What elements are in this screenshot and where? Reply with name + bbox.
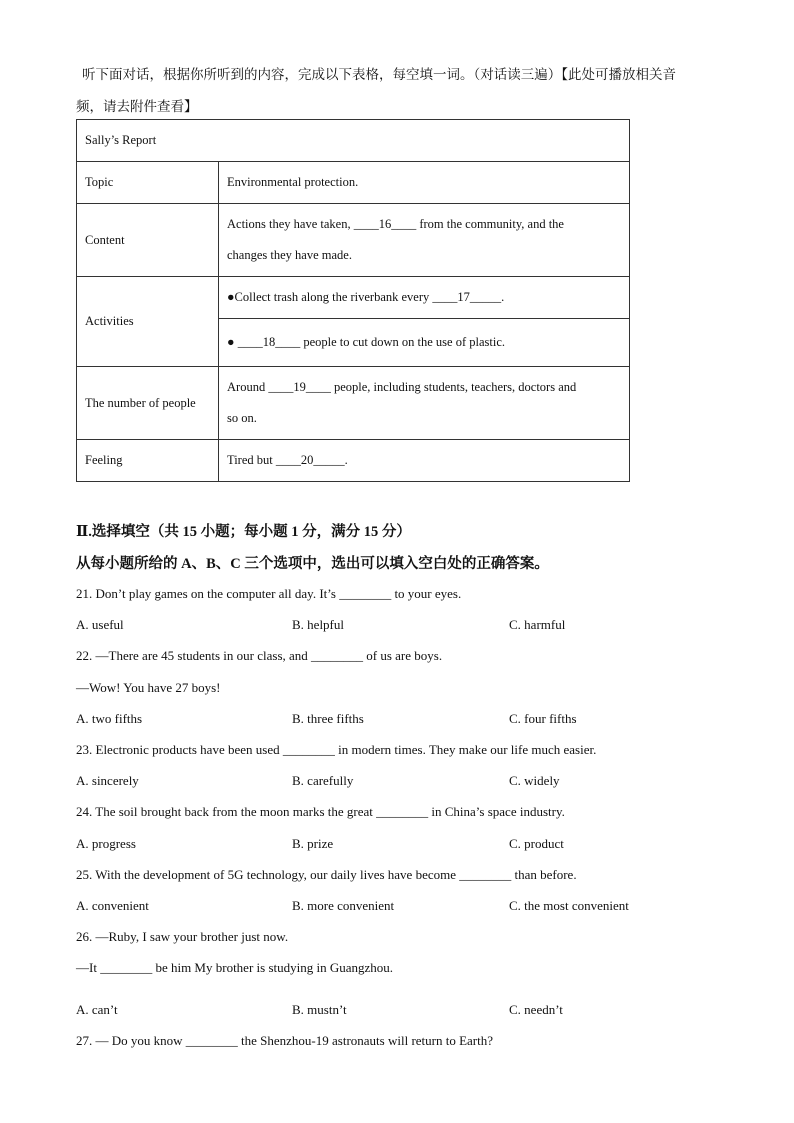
- number-text-a: Around: [227, 380, 269, 394]
- activity-1-text-a: ●Collect trash along the riverbank every: [227, 290, 433, 304]
- question-22-reply: —Wow! You have 27 boys!: [76, 680, 221, 695]
- q23-option-c: C. widely: [509, 773, 560, 788]
- q24-option-c: C. product: [509, 836, 564, 851]
- blank-20: ____20_____: [275, 453, 345, 467]
- table-row: [77, 367, 630, 440]
- number-text-c: so on.: [227, 411, 257, 425]
- q26-option-c: C. needn’t: [509, 1002, 563, 1017]
- row-label-topic: Topic: [77, 162, 219, 204]
- table-row: [77, 204, 630, 277]
- blank-17: ____17_____: [432, 290, 502, 304]
- content-text-a: Actions they have taken,: [227, 217, 354, 231]
- q25-option-c: C. the most convenient: [509, 898, 629, 913]
- row-label-number: The number of people: [77, 367, 219, 440]
- row-label-activities: Activities: [77, 277, 219, 367]
- q26-option-a: A. can’t: [76, 1002, 118, 1017]
- row-value-topic: Environmental protection.: [219, 162, 630, 204]
- content-text-b: from the community, and the: [416, 217, 564, 231]
- question-26-reply: —It ________ be him My brother is studying in Guangzhou.: [76, 960, 394, 975]
- q25-option-b: B. more convenient: [292, 898, 395, 913]
- blank-19: ____19____: [268, 380, 331, 394]
- report-table: [76, 119, 630, 482]
- q26-option-b: B. mustn’t: [292, 1002, 347, 1017]
- question-22: 22. —There are 45 students in our class, and ________ of us are boys.: [76, 648, 443, 663]
- activity-2-text-a: ●: [227, 335, 238, 349]
- section-title: Ⅱ.选择填空（共 15 小题；每小题 1 分，满分 15 分）: [76, 524, 411, 540]
- q23-option-b: B. carefully: [292, 773, 354, 788]
- activity-2: [219, 319, 630, 367]
- blank-16: ____16____: [353, 217, 417, 231]
- q23-option-a: A. sincerely: [76, 773, 139, 788]
- table-row: [77, 277, 630, 319]
- q21-option-c: C. harmful: [509, 617, 566, 632]
- question-27: 27. — Do you know ________ the Shenzhou-19 astronauts will return to Earth?: [76, 1033, 494, 1048]
- question-21: 21. Don’t play games on the computer all day. It’s ________ to your eyes.: [76, 586, 462, 601]
- q25-option-a: A. convenient: [76, 898, 149, 913]
- row-value-number: [219, 367, 630, 440]
- content-text-c: changes they have made.: [227, 248, 352, 262]
- table-row: [77, 162, 630, 204]
- question-23: 23. Electronic products have been used ________ in modern times. They make our life much easier.: [76, 742, 597, 757]
- intro-line-1: 听下面对话，根据你所听到的内容，完成以下表格，每空填一词。（对话读三遍）【此处可播放相关音: [82, 67, 676, 82]
- activity-2-text-b: people to cut down on the use of plastic.: [300, 335, 506, 349]
- activity-1-text-b: .: [501, 290, 505, 304]
- table-row: [77, 440, 630, 482]
- q22-option-a: A. two fifths: [76, 711, 143, 726]
- q24-option-b: B. prize: [292, 836, 334, 851]
- q24-option-a: A. progress: [76, 836, 136, 851]
- report-title: Sally’s Report: [77, 120, 630, 162]
- row-label-feeling: Feeling: [77, 440, 219, 482]
- table-row: [77, 120, 630, 162]
- question-25: 25. With the development of 5G technology, our daily lives have become ________ than before.: [76, 867, 577, 882]
- q22-option-b: B. three fifths: [292, 711, 364, 726]
- section-instruction: 从每小题所给的 A、B、C 三个选项中，选出可以填入空白处的正确答案。: [76, 556, 549, 572]
- feeling-text-b: .: [344, 453, 348, 467]
- blank-18: ____18____: [237, 335, 301, 349]
- activity-1: [219, 277, 630, 319]
- question-26: 26. —Ruby, I saw your brother just now.: [76, 929, 289, 944]
- q22-option-c: C. four fifths: [509, 711, 577, 726]
- feeling-text-a: Tired but: [227, 453, 276, 467]
- intro-line-2: 频，请去附件查看】: [76, 99, 198, 114]
- number-text-b: people, including students, teachers, doctors and: [330, 380, 577, 394]
- row-label-content: Content: [77, 204, 219, 277]
- q21-option-b: B. helpful: [292, 617, 344, 632]
- row-value-feeling: [219, 440, 630, 482]
- q21-option-a: A. useful: [76, 617, 124, 632]
- question-24: 24. The soil brought back from the moon marks the great ________ in China’s space industry.: [76, 804, 565, 819]
- row-value-content: [219, 204, 630, 277]
